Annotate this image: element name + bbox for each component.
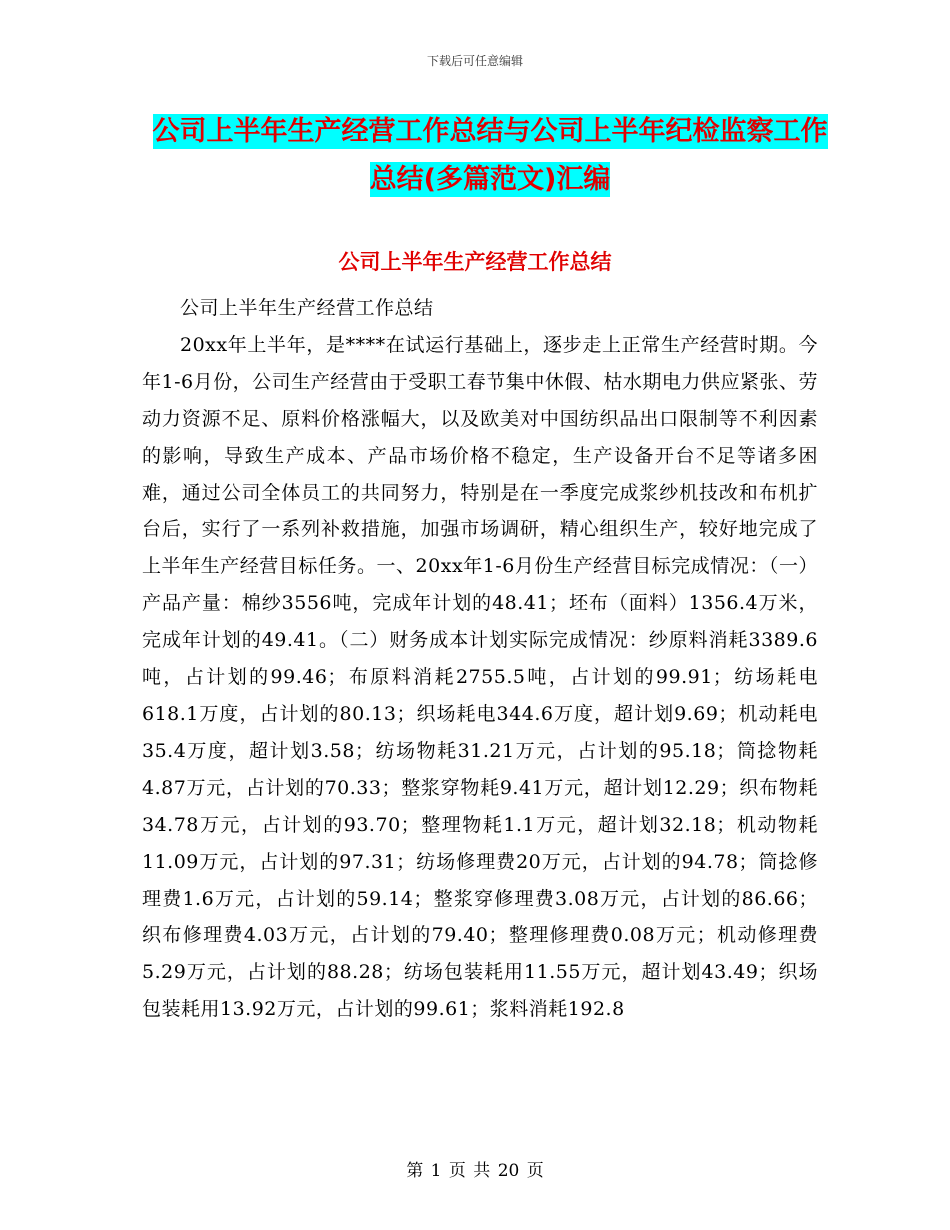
page-number-footer: 第 1 页 共 20 页 [406, 1161, 544, 1181]
document-title [140, 108, 840, 204]
body-paragraph-main: 20xx年上半年，是****在试运行基础上，逐步走上正常生产经营时期。今年1-6月份，公司生产经营由于受职工春节集中休假、枯水期电力供应紧张、劳动力资源不足、原料价格涨幅大，以及欧美对中国纺织品出口限制等不利因素的影响，导致生产成本、产品市场价格不稳定，生产设备开台不足等诸多困难，通过公司全体员工的共同努力，特别是在一季度完成浆纱机技改和布机扩台后，实行了一系列补救措施，加强市场调研，精心组织生产，较好地完成了上半年生产经营目标任务。一、20xx年1-6月份生产经营目标完成情况：（一）产品产量：棉纱3556吨，完成年计划的48.41；坯布（面料）1356.4万米，完成年计划的49.41。（二）财务成本计划实际完成情况：纱原料消耗3389.6吨，占计划的99.46；布原料消耗2755.5吨，占计划的99.91；纺场耗电618.1万度，占计划的80.13；织场耗电344.6万度，超计划9.69；机动耗电35.4万度，超计划3.58；纺场物耗31.21万元，占计划的95.18；筒捻物耗4.87万元，占计划的70.33；整浆穿物耗9.41万元，超计划12.29；织布物耗34.78万元，占计划的93.70；整理物耗1.1万元，超计划32.18；机动物耗11.09万元，占计划的97.31；纺场修理费20万元，占计划的94.78；筒捻修理费1.6万元，占计划的59.14；整浆穿修理费3.08万元，占计划的86.66；织布修理费4.03万元，占计划的79.40；整理修理费0.08万元；机动修理费5.29万元，占计划的88.28；纺场包装耗用11.55万元，超计划43.49；织场包装耗用13.92万元，占计划的99.61；浆料消耗192.8 [142, 333, 818, 1021]
section-title: 公司上半年生产经营工作总结 [338, 250, 612, 274]
page-header-note: 下载后可任意编辑 [426, 54, 523, 68]
document-title-text: 公司上半年生产经营工作总结与公司上半年纪检监察工作总结(多篇范文)汇编 [152, 116, 828, 195]
document-body [142, 290, 818, 1028]
body-paragraph-subtitle: 公司上半年生产经营工作总结 [180, 297, 434, 319]
